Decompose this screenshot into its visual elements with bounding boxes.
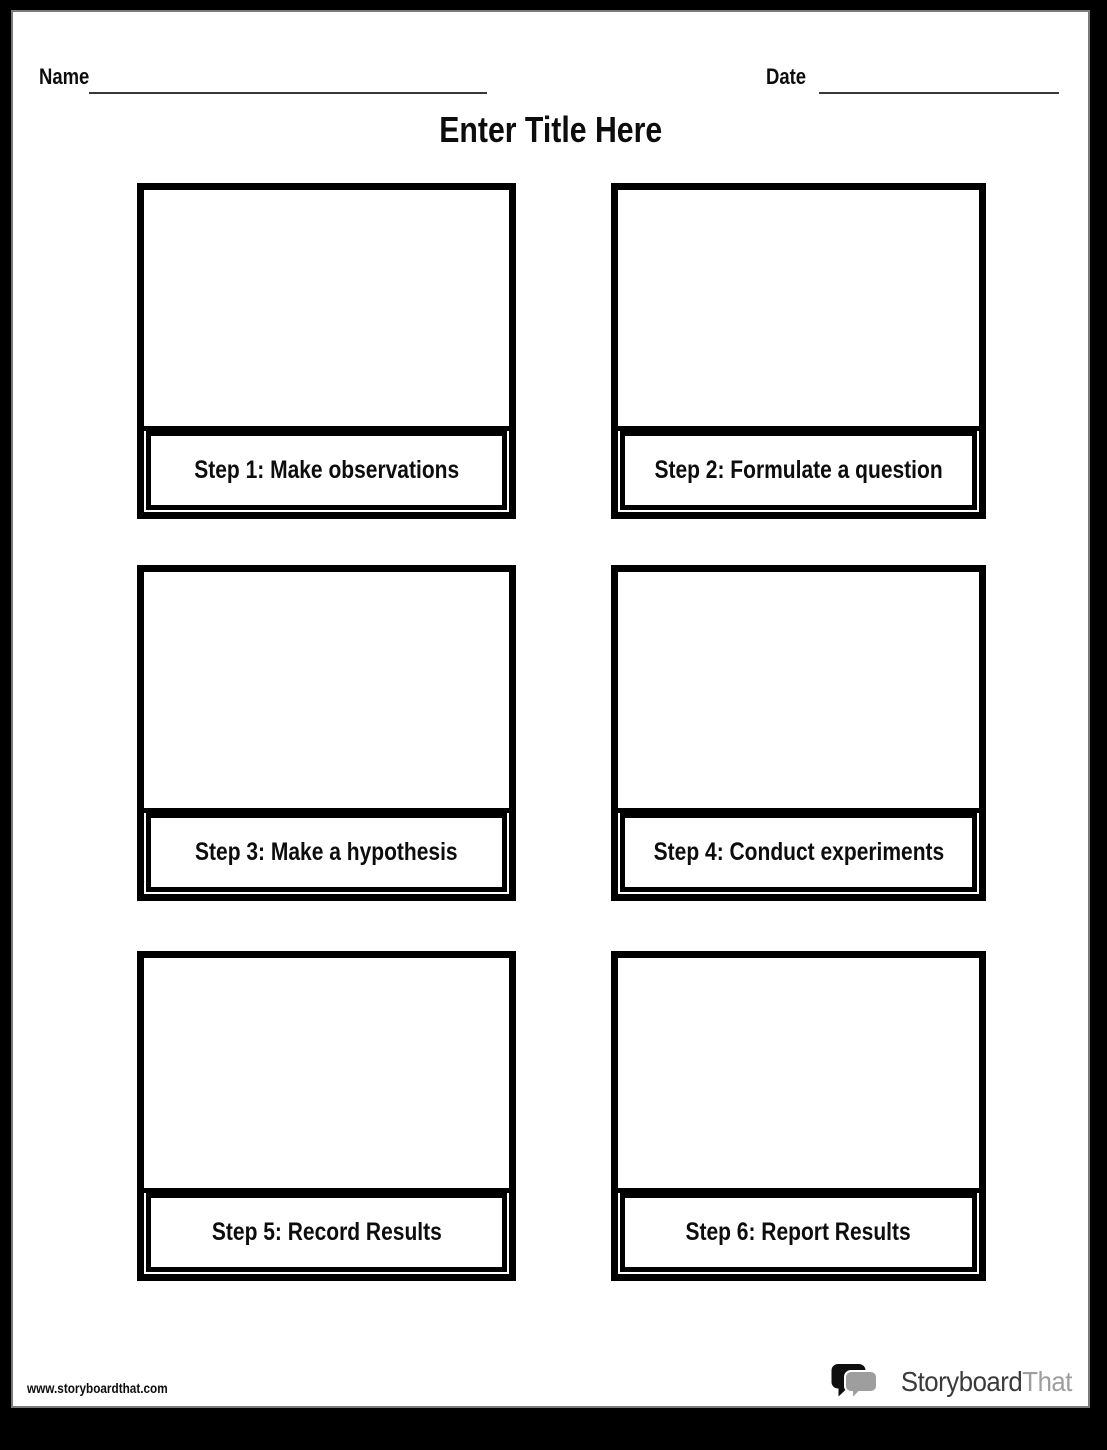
name-label-text: Name bbox=[39, 64, 90, 89]
step-label: Step 2: Formulate a question bbox=[654, 456, 943, 484]
step-label-box[interactable] bbox=[146, 813, 507, 892]
date-label bbox=[766, 64, 814, 90]
step-cell bbox=[611, 951, 986, 1281]
drawing-area[interactable] bbox=[618, 572, 979, 813]
drawing-area[interactable] bbox=[144, 958, 509, 1193]
date-input-line[interactable] bbox=[819, 92, 1059, 94]
website-url bbox=[27, 1380, 195, 1396]
step-label-box[interactable] bbox=[146, 431, 507, 510]
drawing-area[interactable] bbox=[144, 190, 509, 431]
step-label-box[interactable] bbox=[620, 813, 977, 892]
step-label-box[interactable] bbox=[620, 431, 977, 510]
step-label: Step 3: Make a hypothesis bbox=[195, 838, 458, 866]
step-label-box[interactable] bbox=[620, 1193, 977, 1272]
name-label bbox=[39, 64, 99, 90]
step-cell bbox=[137, 951, 516, 1281]
logo-text-secondary: That bbox=[1022, 1366, 1072, 1397]
page-title[interactable] bbox=[13, 108, 1088, 152]
step-label: Step 5: Record Results bbox=[211, 1218, 442, 1246]
name-input-line[interactable] bbox=[89, 92, 487, 94]
speech-bubbles-icon bbox=[831, 1364, 878, 1400]
step-label: Step 4: Conduct experiments bbox=[653, 838, 944, 866]
step-cell bbox=[137, 565, 516, 901]
step-cell bbox=[137, 183, 516, 519]
step-label: Step 1: Make observations bbox=[194, 456, 459, 484]
step-cell bbox=[611, 565, 986, 901]
drawing-area[interactable] bbox=[144, 572, 509, 813]
drawing-area[interactable] bbox=[618, 958, 979, 1193]
step-label: Step 6: Report Results bbox=[685, 1218, 912, 1246]
logo-text-primary: Storyboard bbox=[900, 1366, 1023, 1397]
storyboardthat-logo bbox=[831, 1364, 1072, 1400]
page-title-text: Enter Title Here bbox=[439, 109, 662, 150]
step-cell bbox=[611, 183, 986, 519]
logo-text bbox=[901, 1366, 1072, 1398]
date-label-text: Date bbox=[766, 64, 807, 89]
drawing-area[interactable] bbox=[618, 190, 979, 431]
worksheet-page bbox=[11, 10, 1090, 1408]
step-label-box[interactable] bbox=[146, 1193, 507, 1272]
website-url-text: www.storyboardthat.com bbox=[27, 1380, 168, 1396]
